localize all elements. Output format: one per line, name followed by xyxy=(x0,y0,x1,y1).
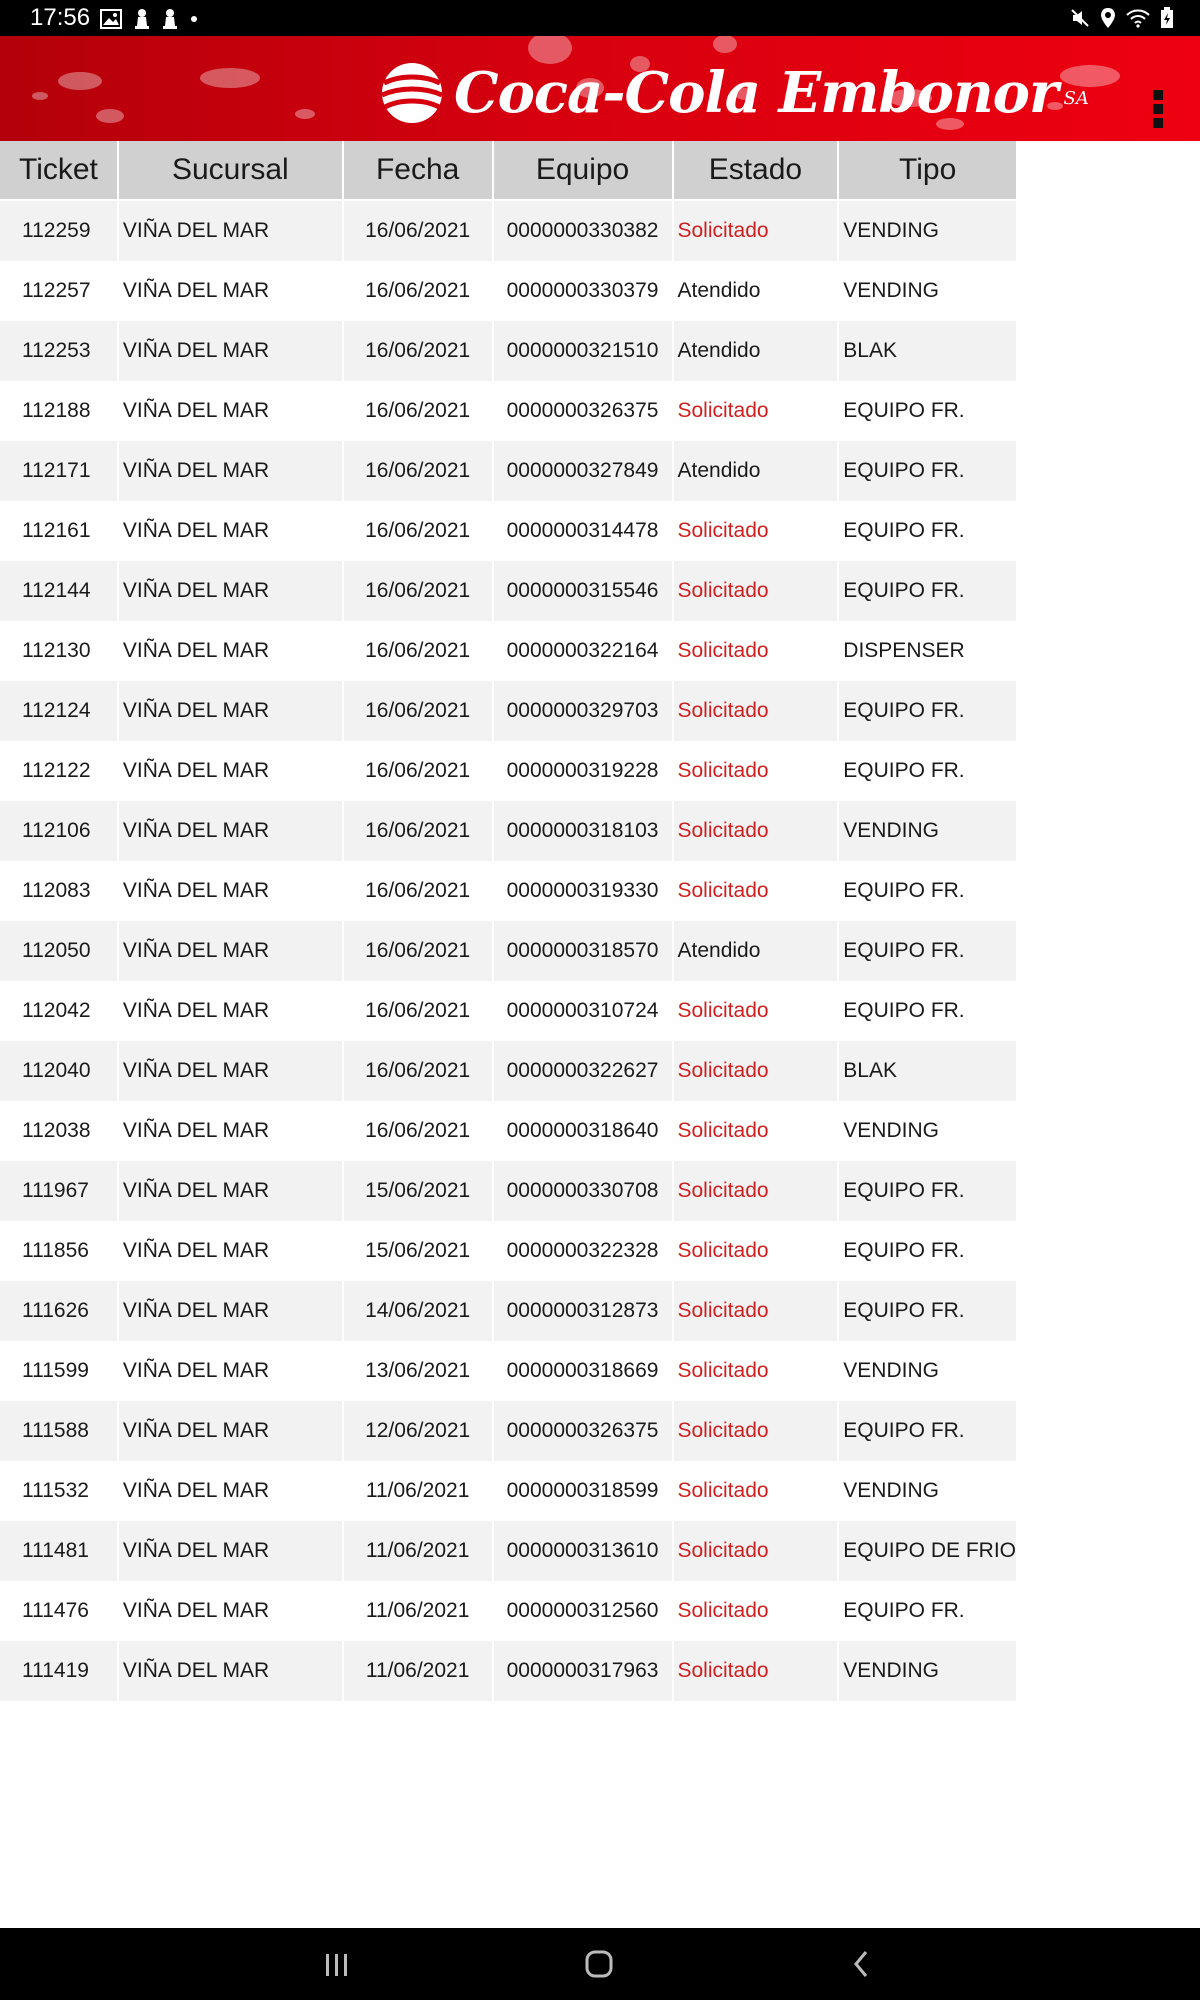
logo-suffix: SA xyxy=(1063,87,1089,109)
cell-tipo: EQUIPO FR. xyxy=(839,1281,1018,1341)
cell-tipo: EQUIPO FR. xyxy=(839,861,1018,921)
cell-ticket: 112144 xyxy=(0,561,119,621)
cell-ticket: 112042 xyxy=(0,981,119,1041)
table-row[interactable] xyxy=(0,381,1018,441)
table-row[interactable] xyxy=(0,201,1018,261)
recent-apps-icon xyxy=(306,1944,366,1984)
cell-equipo: 0000000317963 xyxy=(494,1641,674,1701)
cell-equipo: 0000000310724 xyxy=(494,981,674,1041)
cell-estado: Solicitado xyxy=(674,981,840,1041)
cell-sucursal: VIÑA DEL MAR xyxy=(119,1221,344,1281)
cell-equipo: 0000000312560 xyxy=(494,1581,674,1641)
table-row[interactable] xyxy=(0,1281,1018,1341)
cell-fecha: 12/06/2021 xyxy=(344,1401,494,1461)
table-row[interactable] xyxy=(0,1641,1018,1701)
cell-estado: Atendido xyxy=(674,261,840,321)
cell-fecha: 16/06/2021 xyxy=(344,321,494,381)
cell-estado: Atendido xyxy=(674,921,840,981)
cell-fecha: 16/06/2021 xyxy=(344,1101,494,1161)
cell-ticket: 111599 xyxy=(0,1341,119,1401)
cell-equipo: 0000000315546 xyxy=(494,561,674,621)
cell-fecha: 16/06/2021 xyxy=(344,561,494,621)
cell-equipo: 0000000330379 xyxy=(494,261,674,321)
cell-sucursal: VIÑA DEL MAR xyxy=(119,1041,344,1101)
menu-dot xyxy=(1153,118,1163,128)
table-row[interactable] xyxy=(0,561,1018,621)
cell-fecha: 16/06/2021 xyxy=(344,381,494,441)
cell-sucursal: VIÑA DEL MAR xyxy=(119,501,344,561)
cell-estado: Solicitado xyxy=(674,1221,840,1281)
cell-equipo: 0000000321510 xyxy=(494,321,674,381)
cell-tipo: EQUIPO FR. xyxy=(839,381,1018,441)
cell-tipo: VENDING xyxy=(839,1641,1018,1701)
cell-equipo: 0000000330382 xyxy=(494,201,674,261)
cell-estado: Solicitado xyxy=(674,1461,840,1521)
cell-sucursal: VIÑA DEL MAR xyxy=(119,1461,344,1521)
cell-equipo: 0000000318570 xyxy=(494,921,674,981)
cell-equipo: 0000000312873 xyxy=(494,1281,674,1341)
cell-fecha: 16/06/2021 xyxy=(344,1041,494,1101)
cell-equipo: 0000000313610 xyxy=(494,1521,674,1581)
cell-ticket: 111626 xyxy=(0,1281,119,1341)
tickets-table xyxy=(0,141,1018,1701)
cell-ticket: 111588 xyxy=(0,1401,119,1461)
header-estado[interactable]: Estado xyxy=(674,141,840,199)
table-row[interactable] xyxy=(0,1161,1018,1221)
cell-estado: Solicitado xyxy=(674,561,840,621)
cell-tipo: EQUIPO FR. xyxy=(839,501,1018,561)
cell-fecha: 16/06/2021 xyxy=(344,621,494,681)
cell-fecha: 16/06/2021 xyxy=(344,441,494,501)
cell-estado: Solicitado xyxy=(674,681,840,741)
cell-sucursal: VIÑA DEL MAR xyxy=(119,201,344,261)
cell-fecha: 11/06/2021 xyxy=(344,1641,494,1701)
cell-fecha: 16/06/2021 xyxy=(344,861,494,921)
cell-tipo: EQUIPO FR. xyxy=(839,1401,1018,1461)
cell-estado: Atendido xyxy=(674,441,840,501)
cell-equipo: 0000000326375 xyxy=(494,381,674,441)
cell-fecha: 16/06/2021 xyxy=(344,921,494,981)
table-row[interactable] xyxy=(0,1341,1018,1401)
cell-estado: Solicitado xyxy=(674,1341,840,1401)
cell-equipo: 0000000329703 xyxy=(494,681,674,741)
cell-equipo: 0000000322328 xyxy=(494,1221,674,1281)
cell-estado: Solicitado xyxy=(674,1641,840,1701)
cell-ticket: 112122 xyxy=(0,741,119,801)
cell-sucursal: VIÑA DEL MAR xyxy=(119,1581,344,1641)
table-row[interactable] xyxy=(0,441,1018,501)
cell-ticket: 112106 xyxy=(0,801,119,861)
cell-ticket: 112130 xyxy=(0,621,119,681)
menu-dot xyxy=(1153,90,1163,100)
table-row[interactable] xyxy=(0,1461,1018,1521)
status-right-icons xyxy=(1070,7,1174,29)
cell-sucursal: VIÑA DEL MAR xyxy=(119,1341,344,1401)
cell-fecha: 16/06/2021 xyxy=(344,741,494,801)
cell-tipo: BLAK xyxy=(839,1041,1018,1101)
cell-sucursal: VIÑA DEL MAR xyxy=(119,621,344,681)
cell-tipo: EQUIPO FR. xyxy=(839,1221,1018,1281)
table-row[interactable] xyxy=(0,921,1018,981)
cell-equipo: 0000000326375 xyxy=(494,1401,674,1461)
cell-fecha: 16/06/2021 xyxy=(344,501,494,561)
cell-ticket: 111532 xyxy=(0,1461,119,1521)
table-row[interactable] xyxy=(0,1221,1018,1281)
cell-sucursal: VIÑA DEL MAR xyxy=(119,441,344,501)
cell-equipo: 0000000318103 xyxy=(494,801,674,861)
table-row[interactable] xyxy=(0,621,1018,681)
table-header-row xyxy=(0,141,1018,199)
cell-fecha: 14/06/2021 xyxy=(344,1281,494,1341)
table-row[interactable] xyxy=(0,1521,1018,1581)
table-row[interactable] xyxy=(0,1041,1018,1101)
cell-tipo: EQUIPO DE FRIO xyxy=(839,1521,1018,1581)
table-row[interactable] xyxy=(0,741,1018,801)
cell-estado: Solicitado xyxy=(674,801,840,861)
cell-equipo: 0000000327849 xyxy=(494,441,674,501)
cell-estado: Solicitado xyxy=(674,621,840,681)
cell-tipo: VENDING xyxy=(839,1461,1018,1521)
cell-tipo: VENDING xyxy=(839,1101,1018,1161)
coca-cola-embonor-logo xyxy=(380,58,1089,128)
header-fecha[interactable]: Fecha xyxy=(344,141,494,199)
cell-sucursal: VIÑA DEL MAR xyxy=(119,261,344,321)
cell-tipo: VENDING xyxy=(839,1341,1018,1401)
cell-equipo: 0000000314478 xyxy=(494,501,674,561)
home-icon xyxy=(569,1944,629,1984)
cell-ticket: 111476 xyxy=(0,1581,119,1641)
cell-ticket: 112257 xyxy=(0,261,119,321)
cell-sucursal: VIÑA DEL MAR xyxy=(119,321,344,381)
cell-estado: Solicitado xyxy=(674,1521,840,1581)
table-row[interactable] xyxy=(0,501,1018,561)
app-banner xyxy=(0,36,1200,141)
cell-fecha: 11/06/2021 xyxy=(344,1461,494,1521)
cell-sucursal: VIÑA DEL MAR xyxy=(119,1161,344,1221)
cell-equipo: 0000000319330 xyxy=(494,861,674,921)
cell-estado: Solicitado xyxy=(674,1041,840,1101)
cell-tipo: EQUIPO FR. xyxy=(839,441,1018,501)
header-sucursal[interactable]: Sucursal xyxy=(119,141,344,199)
mute-icon xyxy=(1070,8,1090,28)
cell-sucursal: VIÑA DEL MAR xyxy=(119,1101,344,1161)
cell-fecha: 16/06/2021 xyxy=(344,681,494,741)
back-button[interactable] xyxy=(832,1944,892,1984)
table-row[interactable] xyxy=(0,1581,1018,1641)
cell-fecha: 16/06/2021 xyxy=(344,261,494,321)
cell-ticket: 112161 xyxy=(0,501,119,561)
cell-sucursal: VIÑA DEL MAR xyxy=(119,801,344,861)
table-row[interactable] xyxy=(0,261,1018,321)
cell-estado: Solicitado xyxy=(674,741,840,801)
table-row[interactable] xyxy=(0,681,1018,741)
cell-sucursal: VIÑA DEL MAR xyxy=(119,921,344,981)
cell-ticket: 112083 xyxy=(0,861,119,921)
location-icon xyxy=(1100,7,1116,29)
cell-sucursal: VIÑA DEL MAR xyxy=(119,1521,344,1581)
header-ticket[interactable]: Ticket xyxy=(0,141,119,199)
cell-estado: Solicitado xyxy=(674,501,840,561)
table-row[interactable] xyxy=(0,801,1018,861)
cell-tipo: VENDING xyxy=(839,201,1018,261)
table-row[interactable] xyxy=(0,981,1018,1041)
status-time: 17:56 xyxy=(30,4,91,31)
cell-fecha: 11/06/2021 xyxy=(344,1581,494,1641)
cell-ticket: 112259 xyxy=(0,201,119,261)
cell-fecha: 15/06/2021 xyxy=(344,1161,494,1221)
table-row[interactable] xyxy=(0,321,1018,381)
cell-tipo: EQUIPO FR. xyxy=(839,1581,1018,1641)
cell-ticket: 111856 xyxy=(0,1221,119,1281)
cell-ticket: 111967 xyxy=(0,1161,119,1221)
status-left-icons xyxy=(100,8,198,30)
logo-text: Coca-Cola Embonor xyxy=(454,60,1058,126)
cell-sucursal: VIÑA DEL MAR xyxy=(119,1401,344,1461)
cell-ticket: 112038 xyxy=(0,1101,119,1161)
dot-icon xyxy=(190,15,198,23)
cell-ticket: 112050 xyxy=(0,921,119,981)
cell-equipo: 0000000318669 xyxy=(494,1341,674,1401)
image-icon xyxy=(100,9,122,29)
cell-ticket: 112040 xyxy=(0,1041,119,1101)
cell-sucursal: VIÑA DEL MAR xyxy=(119,1641,344,1701)
cell-equipo: 0000000319228 xyxy=(494,741,674,801)
overflow-menu-button[interactable] xyxy=(1146,90,1170,130)
table-row[interactable] xyxy=(0,861,1018,921)
cell-equipo: 0000000322164 xyxy=(494,621,674,681)
cell-sucursal: VIÑA DEL MAR xyxy=(119,381,344,441)
battery-icon xyxy=(1160,7,1174,29)
cell-sucursal: VIÑA DEL MAR xyxy=(119,741,344,801)
cell-equipo: 0000000322627 xyxy=(494,1041,674,1101)
cell-tipo: EQUIPO FR. xyxy=(839,921,1018,981)
cell-sucursal: VIÑA DEL MAR xyxy=(119,981,344,1041)
cell-sucursal: VIÑA DEL MAR xyxy=(119,681,344,741)
cell-ticket: 111481 xyxy=(0,1521,119,1581)
table-row[interactable] xyxy=(0,1401,1018,1461)
cell-equipo: 0000000318640 xyxy=(494,1101,674,1161)
cell-fecha: 15/06/2021 xyxy=(344,1221,494,1281)
cell-fecha: 16/06/2021 xyxy=(344,801,494,861)
system-nav-bar xyxy=(0,1928,1200,2000)
recent-apps-button[interactable] xyxy=(306,1944,366,1984)
header-tipo[interactable]: Tipo xyxy=(839,141,1018,199)
header-equipo[interactable]: Equipo xyxy=(494,141,674,199)
cell-sucursal: VIÑA DEL MAR xyxy=(119,861,344,921)
cell-fecha: 13/06/2021 xyxy=(344,1341,494,1401)
cell-equipo: 0000000330708 xyxy=(494,1161,674,1221)
cell-estado: Solicitado xyxy=(674,861,840,921)
coca-cola-sphere-icon xyxy=(380,61,444,125)
cell-tipo: EQUIPO FR. xyxy=(839,981,1018,1041)
cell-ticket: 112171 xyxy=(0,441,119,501)
chess-piece-icon xyxy=(162,8,178,30)
menu-dot xyxy=(1153,104,1163,114)
cell-tipo: DISPENSER xyxy=(839,621,1018,681)
cell-tipo: EQUIPO FR. xyxy=(839,741,1018,801)
cell-estado: Solicitado xyxy=(674,1281,840,1341)
cell-tipo: EQUIPO FR. xyxy=(839,561,1018,621)
cell-tipo: VENDING xyxy=(839,261,1018,321)
cell-tipo: EQUIPO FR. xyxy=(839,1161,1018,1221)
chess-piece-icon xyxy=(134,8,150,30)
cell-estado: Solicitado xyxy=(674,1101,840,1161)
cell-equipo: 0000000318599 xyxy=(494,1461,674,1521)
cell-fecha: 16/06/2021 xyxy=(344,201,494,261)
cell-ticket: 112124 xyxy=(0,681,119,741)
cell-tipo: VENDING xyxy=(839,801,1018,861)
cell-fecha: 11/06/2021 xyxy=(344,1521,494,1581)
table-body xyxy=(0,199,1018,1701)
cell-estado: Solicitado xyxy=(674,1581,840,1641)
cell-ticket: 111419 xyxy=(0,1641,119,1701)
cell-estado: Solicitado xyxy=(674,201,840,261)
cell-estado: Solicitado xyxy=(674,1401,840,1461)
cell-ticket: 112253 xyxy=(0,321,119,381)
back-icon xyxy=(832,1944,892,1984)
wifi-icon xyxy=(1126,8,1150,28)
status-bar xyxy=(0,0,1200,36)
cell-estado: Solicitado xyxy=(674,1161,840,1221)
cell-estado: Solicitado xyxy=(674,381,840,441)
cell-fecha: 16/06/2021 xyxy=(344,981,494,1041)
cell-ticket: 112188 xyxy=(0,381,119,441)
cell-tipo: BLAK xyxy=(839,321,1018,381)
cell-sucursal: VIÑA DEL MAR xyxy=(119,1281,344,1341)
table-row[interactable] xyxy=(0,1101,1018,1161)
cell-sucursal: VIÑA DEL MAR xyxy=(119,561,344,621)
cell-tipo: EQUIPO FR. xyxy=(839,681,1018,741)
cell-estado: Atendido xyxy=(674,321,840,381)
home-button[interactable] xyxy=(569,1944,629,1984)
